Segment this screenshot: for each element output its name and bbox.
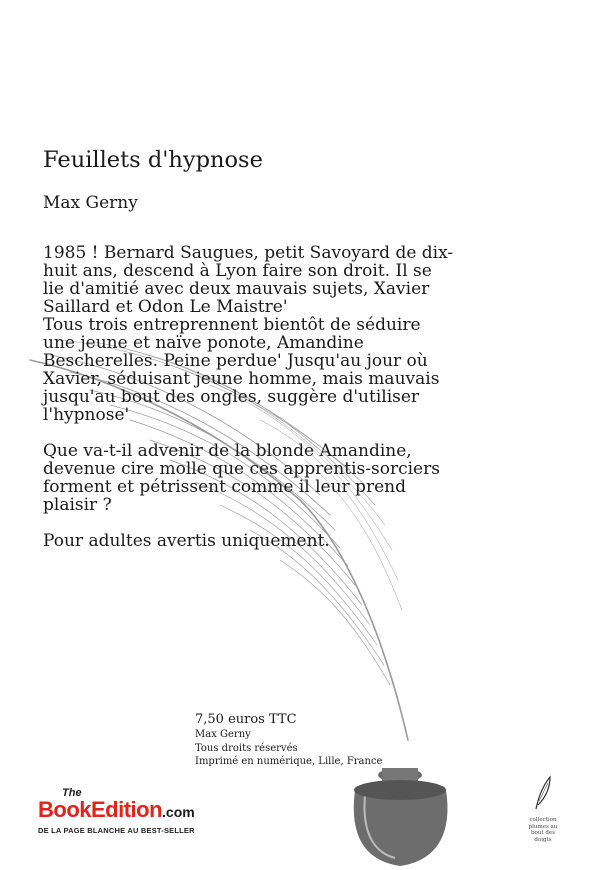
book-title: Feuillets d'hypnose	[43, 147, 263, 173]
feather-icon	[532, 775, 554, 811]
logo-slogan: DE LA PAGE BLANCHE AU BEST-SELLER	[38, 826, 195, 835]
synopsis-line: une jeune et naïve ponote, Amandine	[43, 333, 364, 353]
author-name: Max Gerny	[43, 193, 138, 213]
synopsis-line: Xavier, séduisant jeune homme, mais mauvais	[43, 369, 440, 389]
synopsis-paragraph	[43, 442, 493, 514]
collection-mark	[522, 775, 564, 843]
collection-text	[522, 817, 564, 843]
synopsis-line: 1985 ! Bernard Saugues, petit Savoyard de dix-	[43, 243, 454, 263]
synopsis-paragraph	[43, 244, 493, 424]
collection-line: plumes au	[528, 823, 558, 830]
logo-brand-suffix: .com	[162, 804, 195, 820]
synopsis	[43, 244, 493, 568]
synopsis-line: plaisir ?	[43, 495, 112, 515]
synopsis-line: jusqu'au bout des ongles, suggère d'utiliser	[43, 387, 420, 407]
printing-notice: Imprimé en numérique, Lille, France	[195, 756, 383, 767]
synopsis-line: l'hypnose'	[43, 405, 130, 425]
logo-brand	[38, 798, 195, 824]
colophon	[195, 712, 382, 769]
synopsis-line: huit ans, descend à Lyon faire son droit. Il se	[43, 261, 432, 281]
synopsis-paragraph	[43, 532, 493, 550]
synopsis-line: Pour adultes avertis uniquement.	[43, 531, 330, 551]
synopsis-line: lie d'amitié avec deux mauvais sujets, Xavier	[43, 279, 430, 299]
collection-line: bout des	[531, 830, 555, 836]
synopsis-line: devenue cire molle que ces apprentis-sorciers	[43, 459, 440, 479]
publisher-logo	[38, 788, 195, 835]
collection-line: doigts	[534, 836, 552, 843]
synopsis-line: Bescherelles. Peine perdue' Jusqu'au jour où	[43, 351, 428, 371]
colophon-author: Max Gerny	[195, 729, 251, 740]
synopsis-line: Saillard et Odon Le Maistre'	[43, 297, 288, 317]
synopsis-line: Que va-t-il advenir de la blonde Amandine,	[43, 441, 412, 461]
logo-the: The	[62, 787, 82, 799]
logo-brand-main: BookEdition	[38, 797, 163, 822]
collection-line: collection	[529, 817, 557, 823]
synopsis-line: forment et pétrissent comme il leur prend	[43, 477, 406, 497]
rights-notice: Tous droits réservés	[195, 742, 298, 754]
price: 7,50 euros TTC	[195, 712, 297, 727]
synopsis-line: Tous trois entreprennent bientôt de séduire	[43, 315, 421, 335]
